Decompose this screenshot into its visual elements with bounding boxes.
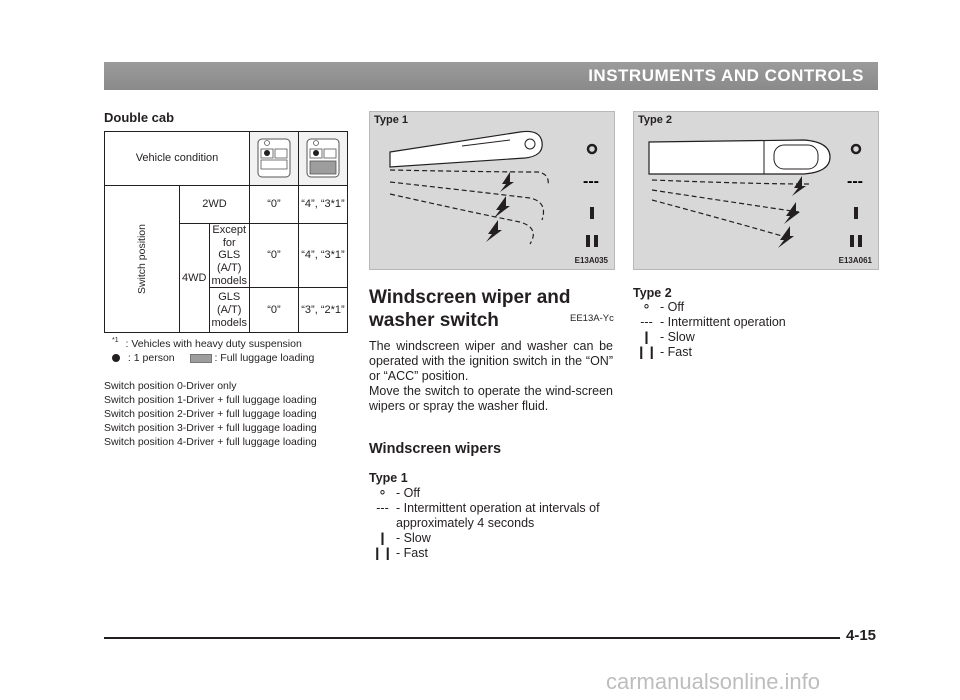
setting-text: - Off [396, 486, 421, 500]
footer-rule [104, 637, 840, 639]
setting-text: - Slow [396, 531, 431, 545]
figure-type1-label: Type 1 [374, 114, 409, 126]
row-except-driver: “0” [249, 224, 298, 288]
type2-settings-list [633, 300, 877, 360]
footnote-marker: *1 [112, 337, 119, 344]
intro-paragraph-2: Move the switch to operate the wind-screen wipers or spray the washer fluid. [369, 384, 613, 413]
switch-position-label: Switch position [135, 223, 148, 294]
svg-text:---: --- [583, 173, 599, 190]
setting-text: - Fast [660, 345, 692, 359]
section-title: INSTRUMENTS AND CONTROLS [588, 66, 864, 85]
switch-position-cell [105, 186, 180, 333]
cab-driver-icon [252, 135, 296, 179]
type2-label: Type 2 [633, 286, 672, 300]
row-2wd-driver: “0” [249, 186, 298, 224]
wiper-lever-type1-icon [370, 112, 614, 269]
note2b-text: : Full luggage loading [214, 352, 315, 364]
figure-type2-label: Type 2 [638, 114, 673, 126]
full-load-diagram [298, 132, 347, 186]
wiper-switch-title [369, 286, 571, 332]
note1-text: : Vehicles with heavy duty suspension [125, 337, 302, 350]
title-line-2: washer switch [369, 310, 499, 331]
row-gls-label: GLS (A/T) models [209, 288, 249, 333]
group-4wd-label: 4WD [180, 224, 209, 333]
list-item [633, 330, 877, 345]
wiper-lever-type2-icon [634, 112, 878, 269]
switch-position-table [104, 131, 348, 333]
note-legend [112, 351, 314, 365]
position-line: Switch position 3-Driver + full luggage loading [104, 422, 317, 434]
fast-symbol-icon: ❙❙ [372, 546, 393, 560]
list-item [369, 546, 613, 561]
setting-text: - Intermittent operation at intervals of approximately 4 seconds [396, 501, 600, 530]
off-symbol-icon: ⚬ [377, 486, 388, 500]
position-line: Switch position 2-Driver + full luggage loading [104, 408, 317, 420]
section-header-bar [104, 62, 878, 90]
note-heavy-duty [112, 334, 302, 351]
intro-paragraph [369, 339, 613, 414]
intro-paragraph-1: The windscreen wiper and washer can be operated with the ignition switch in the “ON” or “ACC” position. [369, 339, 613, 383]
title-line-1: Windscreen wiper and [369, 287, 571, 308]
figure-type1-code: E13A035 [574, 256, 608, 265]
fast-symbol-icon: ❙❙ [636, 345, 657, 359]
svg-text:---: --- [847, 173, 863, 190]
setting-text: - Intermittent operation [660, 315, 786, 329]
position-line: Switch position 1-Driver + full luggage loading [104, 394, 317, 406]
intermittent-symbol-icon: --- [640, 315, 653, 329]
intermittent-symbol-icon: --- [376, 501, 389, 515]
wiper-type2-figure [633, 111, 879, 270]
watermark: carmanualsonline.info [606, 669, 821, 694]
row-2wd-loaded: “4”, “3*1” [298, 186, 347, 224]
driver-only-diagram [249, 132, 298, 186]
slow-symbol-icon: ❙ [377, 531, 388, 545]
type1-settings-list [369, 486, 613, 561]
setting-text: - Slow [660, 330, 695, 344]
setting-text: - Fast [396, 546, 428, 560]
row-gls-driver: “0” [249, 288, 298, 333]
setting-text: - Off [660, 300, 685, 314]
wipers-subheading: Windscreen wipers [369, 441, 502, 457]
position-line: Switch position 0-Driver only [104, 380, 237, 392]
page-number: 4-15 [846, 627, 877, 644]
list-item [633, 345, 877, 360]
note2-text: : 1 person [127, 352, 175, 364]
list-item [633, 315, 877, 330]
vehicle-condition-header [105, 132, 250, 186]
cab-loaded-icon [301, 135, 345, 179]
luggage-swatch-icon [190, 354, 212, 363]
person-bullet-icon [112, 354, 120, 362]
figure-type2-code: E13A061 [838, 256, 872, 265]
list-item [369, 501, 613, 531]
vehicle-condition-label: Vehicle condition [135, 152, 219, 165]
slow-symbol-icon: ❙ [641, 330, 652, 344]
switch-position-list [104, 379, 354, 449]
list-item [369, 486, 613, 501]
row-2wd-label: 2WD [180, 186, 250, 224]
row-gls-loaded: “3”, “2*1” [298, 288, 347, 333]
list-item [369, 531, 613, 546]
position-line: Switch position 4-Driver + full luggage loading [104, 436, 317, 448]
list-item [633, 300, 877, 315]
row-except-loaded: “4”, “3*1” [298, 224, 347, 288]
off-symbol-icon: ⚬ [641, 300, 652, 314]
type1-label: Type 1 [369, 471, 408, 485]
wiper-type1-figure [369, 111, 615, 270]
row-except-label: Except for GLS (A/T) models [209, 224, 249, 288]
ref-code: EE13A-Yc [570, 313, 614, 324]
double-cab-heading: Double cab [104, 110, 175, 125]
